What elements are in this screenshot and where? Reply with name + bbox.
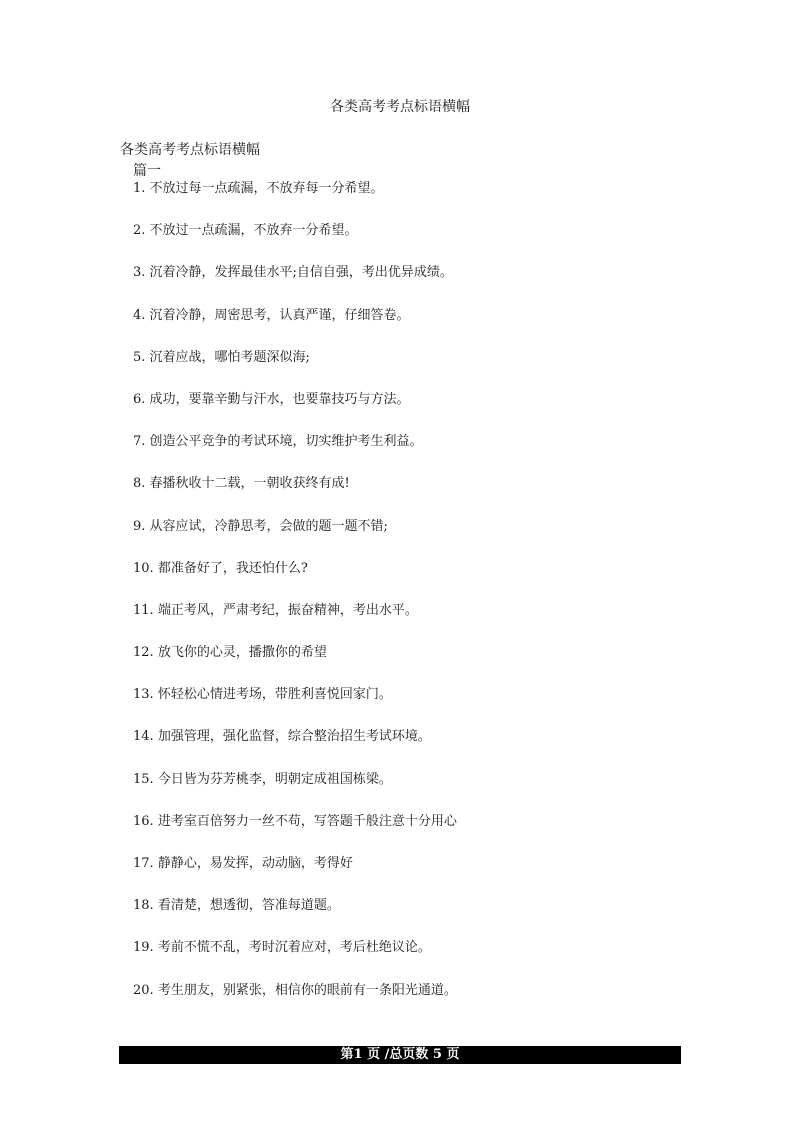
list-item: [133, 643, 693, 685]
list-item: [133, 727, 693, 769]
item-text: 不放过每一点疏漏，不放弃每一分希望。: [149, 181, 384, 196]
item-number: 11 .: [133, 603, 158, 618]
list-item: [133, 348, 693, 390]
list-item: [133, 601, 693, 643]
running-header: 各类高考考点标语横幅: [330, 99, 470, 115]
footer-mid: 页 /总页数: [362, 1047, 433, 1062]
item-number: 4 .: [133, 308, 150, 323]
item-text: 今日皆为芬芳桃李，明朝定成祖国栋梁。: [157, 771, 392, 787]
list-item: [133, 263, 693, 305]
item-number: 15 .: [133, 772, 158, 787]
item-number: 20 .: [133, 983, 158, 998]
item-number: 9 .: [133, 519, 150, 534]
item-text: 放飞你的心灵，播撒你的希望: [157, 645, 327, 661]
list-item: [133, 390, 693, 432]
item-number: 5 .: [133, 350, 150, 365]
item-text: 春播秋收十二载，一朝收获终有成!: [149, 476, 350, 492]
footer-prefix: 第: [340, 1047, 354, 1062]
list-item: [133, 221, 693, 263]
list-item: [133, 685, 693, 727]
item-number: 18 .: [133, 898, 158, 913]
list-item: [133, 432, 693, 474]
list-item: [133, 854, 693, 896]
item-number: 3 .: [133, 265, 150, 280]
item-text: 看清楚，想透彻，答准每道题。: [157, 898, 340, 914]
item-number: 1 .: [133, 181, 150, 196]
item-text: 静静心，易发挥，动动脑，考得好: [157, 856, 353, 871]
item-text: 沉着应战，哪怕考题深似海;: [149, 349, 310, 365]
slogan-list: [133, 179, 693, 1023]
footer-suffix: 页: [441, 1047, 460, 1062]
item-number: 6 .: [133, 392, 150, 407]
item-number: 7 .: [133, 434, 150, 449]
total-pages-number: 5: [432, 1047, 442, 1062]
item-text: 创造公平竞争的考试环境，切实维护考生利益。: [149, 434, 423, 450]
section-label: 篇一: [133, 163, 161, 179]
item-number: 19 .: [133, 940, 158, 955]
item-text: 从容应试，冷静思考，会做的题一题不错;: [149, 518, 388, 534]
list-item: [133, 179, 693, 221]
item-text: 都准备好了，我还怕什么?: [157, 560, 308, 576]
list-item: [133, 896, 693, 938]
item-number: 16 .: [133, 814, 158, 829]
item-number: 2 .: [133, 223, 150, 238]
item-text: 端正考风，严肃考纪，振奋精神，考出水平。: [157, 602, 418, 618]
list-item: [133, 517, 693, 559]
item-text: 加强管理，强化监督，综合整治招生考试环境。: [157, 729, 431, 745]
document-title: 各类高考考点标语横幅: [120, 142, 260, 158]
item-number: 12 .: [133, 645, 158, 660]
list-item: [133, 938, 693, 980]
item-text: 考前不慌不乱，考时沉着应对，考后杜绝议论。: [157, 940, 431, 956]
list-item: [133, 559, 693, 601]
item-text: 成功，要靠辛勤与汗水，也要靠技巧与方法。: [149, 391, 410, 407]
item-number: 8 .: [133, 476, 150, 491]
current-page-number: 1: [353, 1047, 363, 1062]
item-text: 不放过一点疏漏，不放弃一分希望。: [149, 223, 358, 239]
item-text: 怀轻松心情进考场，带胜利喜悦回家门。: [157, 687, 392, 703]
list-item: [133, 474, 693, 516]
item-text: 沉着冷静，周密思考，认真严谨，仔细答卷。: [149, 307, 410, 323]
list-item: [133, 981, 693, 1023]
item-number: 17 .: [133, 856, 158, 871]
item-number: 13 .: [133, 687, 158, 702]
item-number: 14 .: [133, 729, 158, 744]
list-item: [133, 306, 693, 348]
list-item: [133, 770, 693, 812]
item-text: 进考室百倍努力一丝不苟，写答题千般注意十分用心: [157, 813, 457, 829]
list-item: [133, 812, 693, 854]
item-text: 沉着冷静，发挥最佳水平;自信自强，考出优异成绩。: [149, 265, 453, 281]
item-number: 10 .: [133, 561, 158, 576]
item-text: 考生朋友，别紧张，相信你的眼前有一条阳光通道。: [157, 982, 457, 998]
page-footer: [119, 1046, 681, 1064]
